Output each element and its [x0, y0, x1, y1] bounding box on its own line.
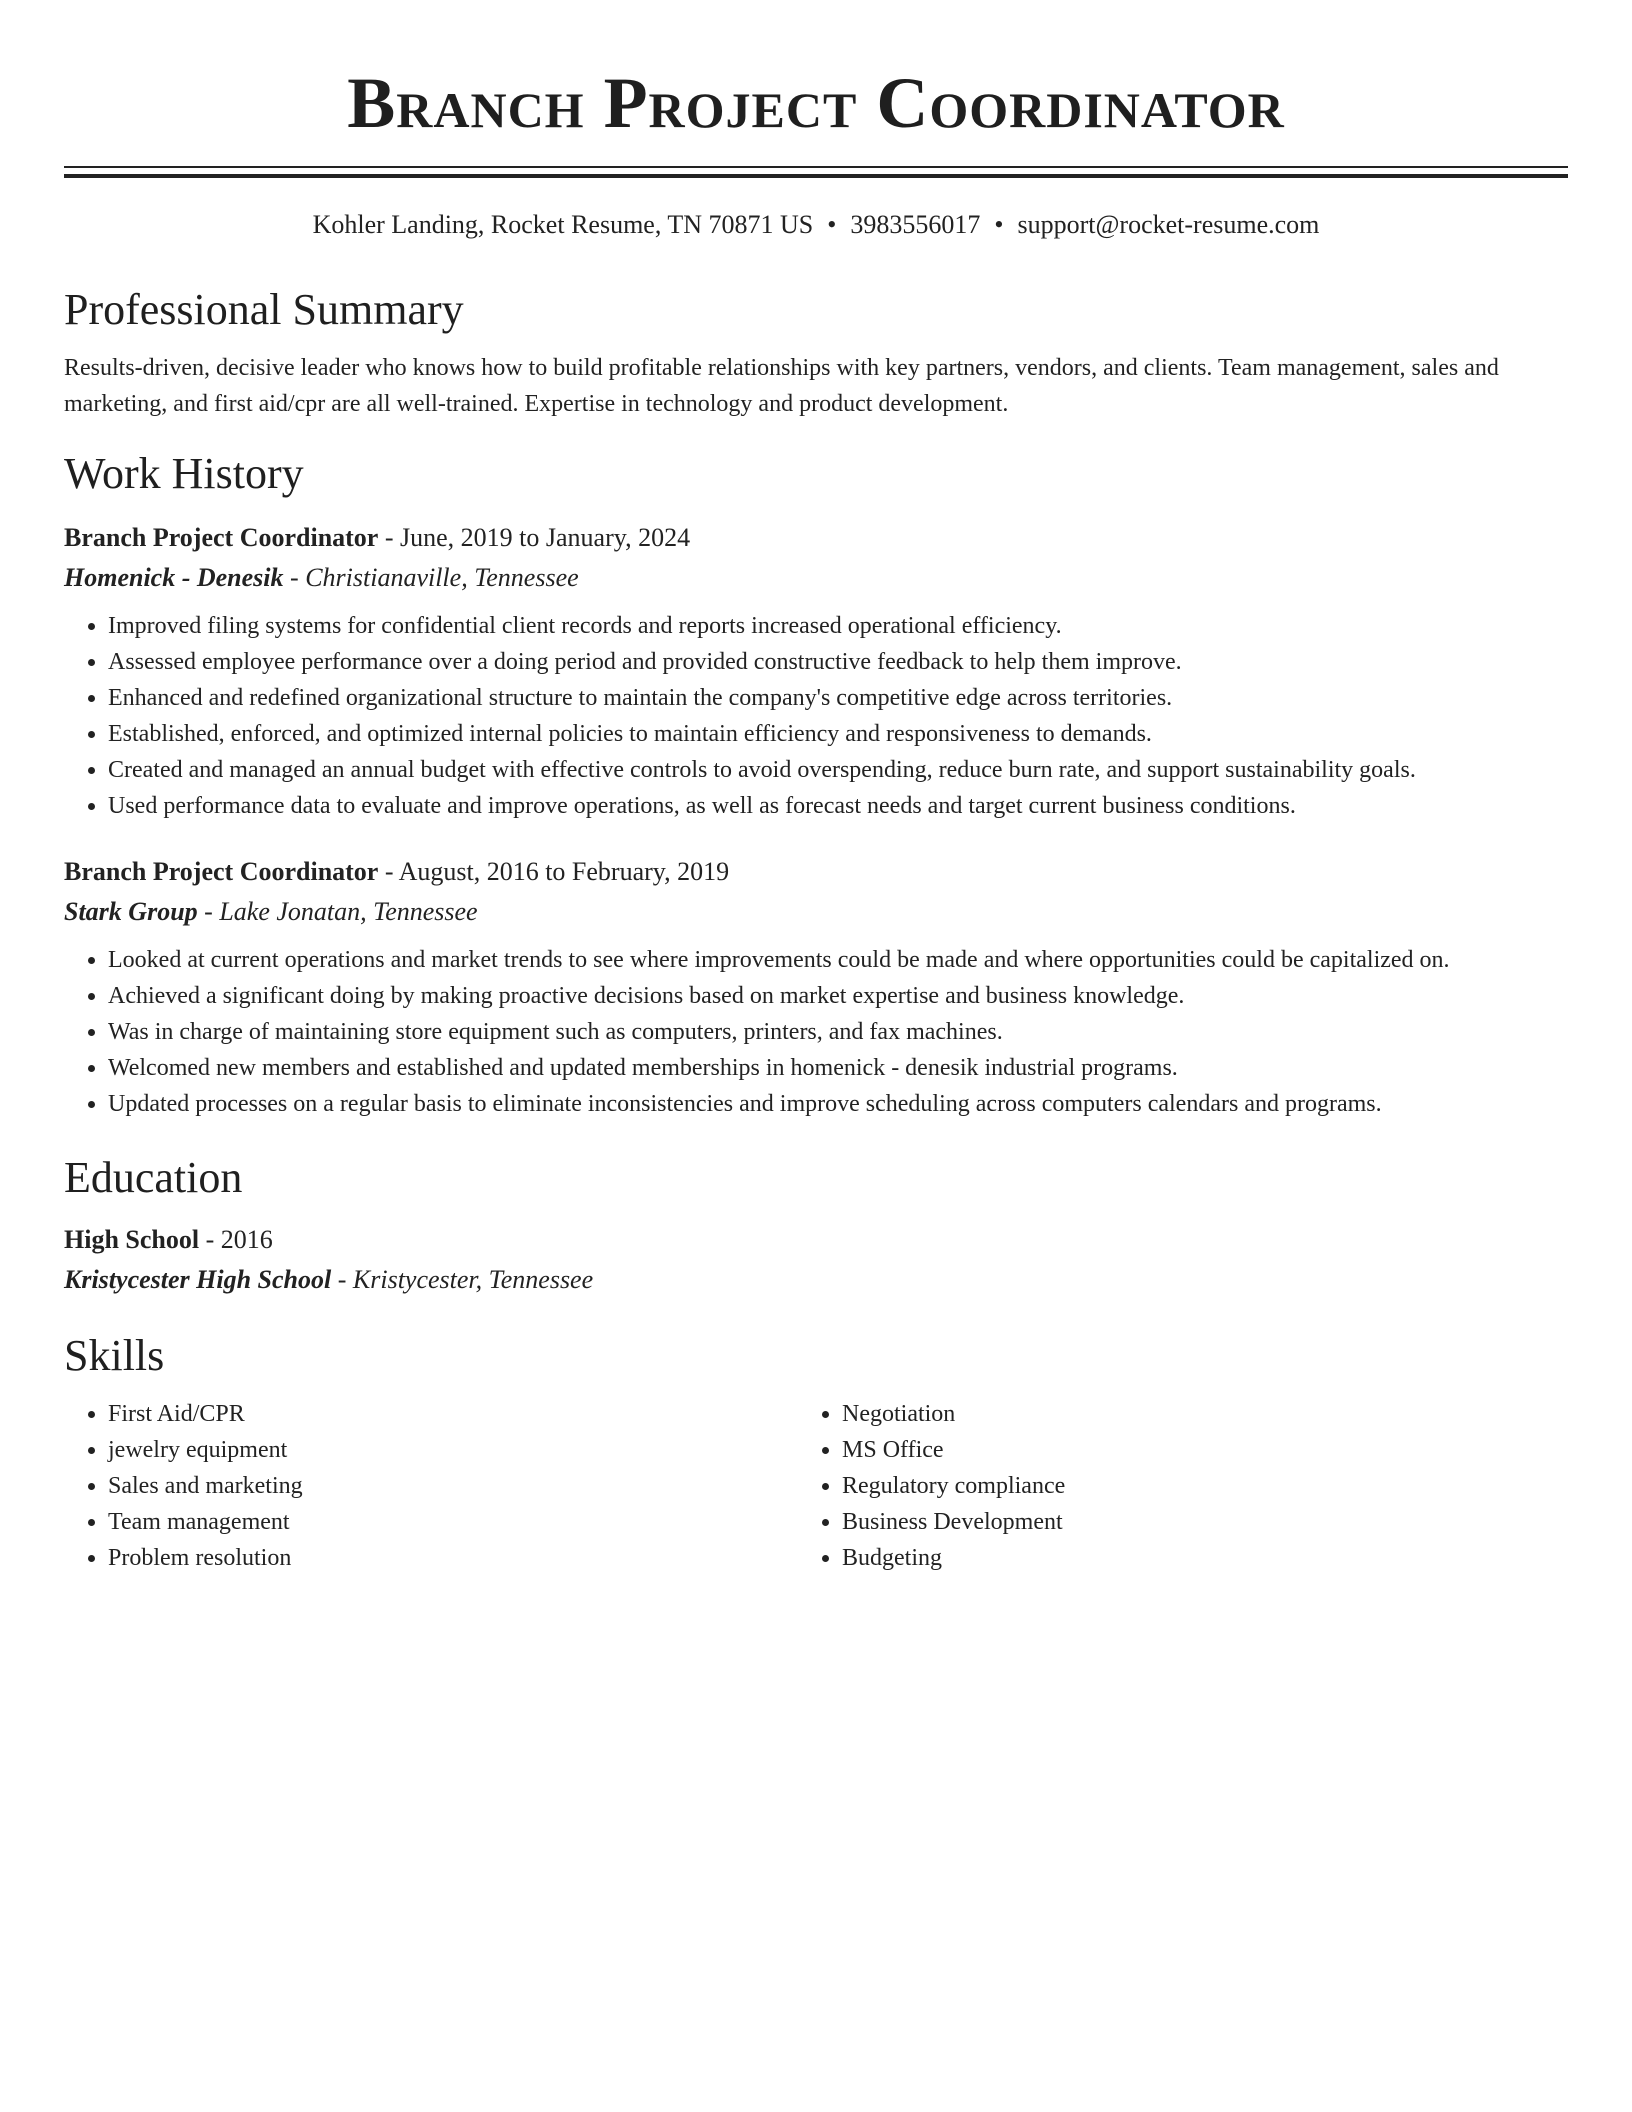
job-bullets	[64, 608, 1568, 824]
skill-item: • Budgeting	[842, 1540, 1464, 1576]
education-degree: High School	[64, 1225, 200, 1254]
section-title-skills: Skills	[64, 1331, 165, 1380]
job-company-line	[64, 892, 1568, 932]
skills-column-left	[64, 1396, 764, 1576]
job-bullet: • Enhanced and redefined organizational structure to maintain the company's competitive edge across territories.	[108, 680, 1568, 716]
education-school: Kristycester High School	[64, 1265, 332, 1294]
job-dates: - June, 2019 to January, 2024	[378, 523, 691, 552]
skill-item: • First Aid/CPR	[108, 1396, 764, 1432]
skill-item: • Negotiation	[842, 1396, 1464, 1432]
contact-line	[64, 208, 1568, 242]
contact-email[interactable]: support@rocket-resume.com	[1017, 210, 1320, 239]
education-year: - 2016	[199, 1225, 273, 1254]
education-school-line	[64, 1260, 1568, 1300]
job-header	[64, 518, 1568, 558]
job-dates: - August, 2016 to February, 2019	[378, 857, 730, 886]
skill-item: • Sales and marketing	[108, 1468, 764, 1504]
job-bullet: • Created and managed an annual budget with effective controls to avoid overspending, reduce burn rate, and support sustainability goals.	[108, 752, 1568, 788]
education-entry	[64, 1220, 1568, 1300]
skills-grid	[64, 1396, 1568, 1576]
job-location: - Lake Jonatan, Tennessee	[197, 897, 478, 926]
job-role: Branch Project Coordinator	[64, 523, 379, 552]
job-role: Branch Project Coordinator	[64, 857, 379, 886]
section-title-education: Education	[64, 1153, 243, 1202]
job-location: - Christianaville, Tennessee	[283, 563, 579, 592]
skill-item: • MS Office	[842, 1432, 1464, 1468]
contact-separator: •	[827, 210, 837, 239]
job-entry	[64, 852, 1568, 1122]
skill-item: • Business Development	[842, 1504, 1464, 1540]
job-bullet: • Established, enforced, and optimized internal policies to maintain efficiency and responsiveness to demands.	[108, 716, 1568, 752]
section-title-summary: Professional Summary	[64, 285, 464, 334]
header-divider	[64, 166, 1568, 178]
skill-item: • Team management	[108, 1504, 764, 1540]
job-bullet: • Improved filing systems for confidential client records and reports increased operational efficiency.	[108, 608, 1568, 644]
skill-item: • Problem resolution	[108, 1540, 764, 1576]
job-bullet: • Assessed employee performance over a doing period and provided constructive feedback to help them improve.	[108, 644, 1568, 680]
job-bullets	[64, 942, 1568, 1122]
job-bullet: • Looked at current operations and market trends to see where improvements could be made and where opportunities could be capitalized on.	[108, 942, 1568, 978]
job-bullet: • Updated processes on a regular basis to eliminate inconsistencies and improve scheduling across computers calendars and programs.	[108, 1086, 1568, 1122]
job-company-line	[64, 558, 1568, 598]
contact-phone: 3983556017	[850, 210, 981, 239]
job-bullet: • Welcomed new members and established and updated memberships in homenick - denesik industrial programs.	[108, 1050, 1568, 1086]
job-company: Homenick - Denesik	[64, 563, 284, 592]
skill-item: • jewelry equipment	[108, 1432, 764, 1468]
job-entry	[64, 518, 1568, 824]
job-bullet: • Achieved a significant doing by making proactive decisions based on market expertise and business knowledge.	[108, 978, 1568, 1014]
education-header	[64, 1220, 1568, 1260]
resume-page	[64, 0, 1568, 1576]
job-header	[64, 852, 1568, 892]
job-company: Stark Group	[64, 897, 198, 926]
contact-separator: •	[994, 210, 1004, 239]
contact-address: Kohler Landing, Rocket Resume, TN 70871 US	[312, 210, 814, 239]
education-location: - Kristycester, Tennessee	[331, 1265, 594, 1294]
job-bullet: • Was in charge of maintaining store equipment such as computers, printers, and fax machines.	[108, 1014, 1568, 1050]
section-title-work-history: Work History	[64, 449, 304, 498]
skill-item: • Regulatory compliance	[842, 1468, 1464, 1504]
candidate-name: Branch Project Coordinator	[347, 63, 1285, 143]
skills-column-right	[764, 1396, 1464, 1576]
summary-text: Results-driven, decisive leader who knows how to build profitable relationships with key partners, vendors, and clients. Team management, sales and marketing, and first aid/cpr are all well-trained. Expertise in technology and product development.	[64, 355, 1499, 417]
job-bullet: • Used performance data to evaluate and improve operations, as well as forecast needs and target current business conditions.	[108, 788, 1568, 824]
